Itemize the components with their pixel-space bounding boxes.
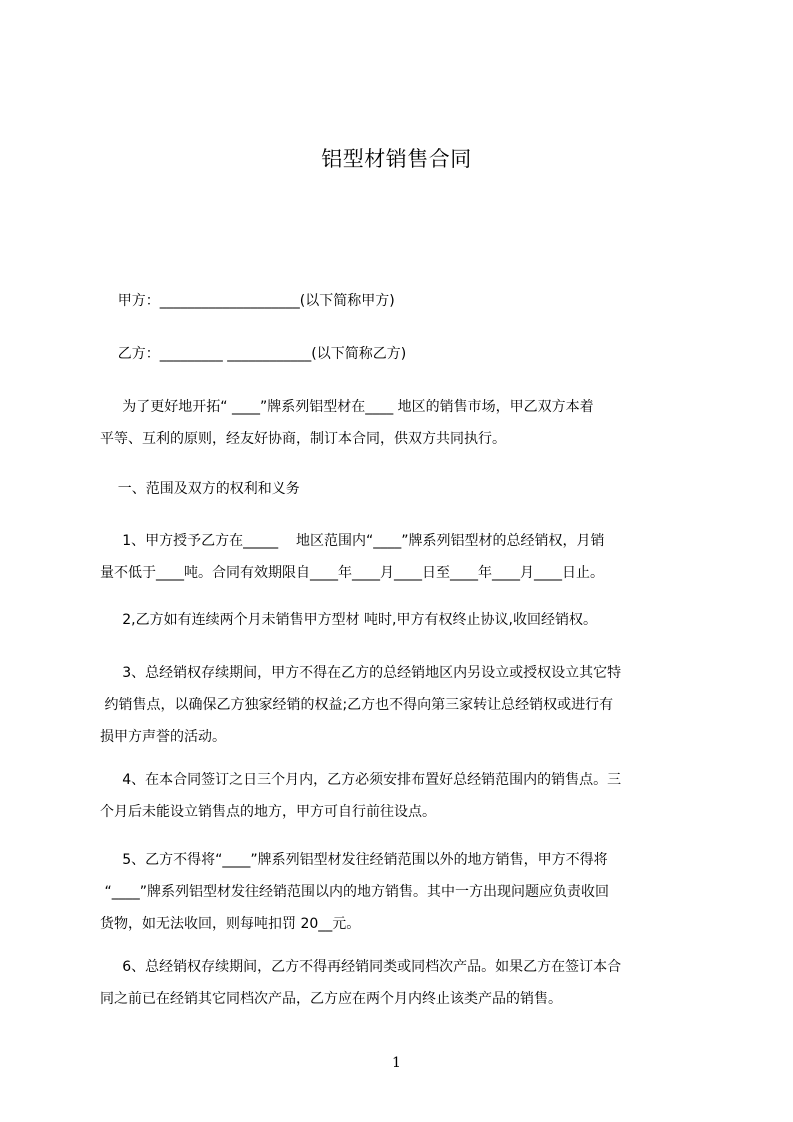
clause-line: “____”牌系列铝型材发往经销范围以内的地方销售。其中一方出现问题应负责收回 [100,884,609,900]
clause-line: 1、甲方授予乙方在_____ 地区范围内“____”牌系列铝型材的总经销权，月销 [100,533,605,549]
clause-line: 6、总经销权存续期间，乙方不得再经销同类或同档次产品。如果乙方在签订本合 [100,959,622,975]
clause-line: 个月后未能设立销售点的地方，甲方可自行前往设点。 [100,804,436,820]
clause-line: 5、乙方不得将“____”牌系列铝型材发往经销范围以外的地方销售，甲方不得将 [100,852,608,868]
clause-3 [100,657,712,753]
clause-line: 4、在本合同签订之日三个月内，乙方必须安排布置好总经销范围内的销售点。三 [100,772,622,788]
clause-line: 同之前已在经销其它同档次产品，乙方应在两个月内终止该类产品的销售。 [100,991,562,1007]
clause-line: 量不低于____吨。合同有效期限自____年____月____日至____年____月____日止。 [100,565,604,581]
clause-4 [100,764,712,828]
clause-line: 3、总经销权存续期间，甲方不得在乙方的总经销地区内另设立或授权设立其它特 [100,665,622,681]
party-a-line: 甲方：____________________(以下简称甲方) [100,293,395,309]
page-number: 1 [392,1055,401,1071]
intro-line: 平等、互利的原则，经友好协商，制订本合同，供双方共同执行。 [100,431,506,447]
clause-line: 约销售点，以确保乙方独家经销的权益;乙方也不得向第三家转让总经销权或进行有 [100,697,614,713]
clause-line: 货物，如无法收回，则每吨扣罚 20__元。 [100,916,361,932]
clause-2 [100,604,712,636]
clause-6 [100,951,712,1015]
clause-line: 损甲方声誉的活动。 [100,729,226,745]
party-b-line: 乙方：_________ ____________(以下简称乙方) [100,346,407,362]
section-heading: 一、范围及双方的权利和义务 [100,481,300,497]
intro-line: 为了更好地开拓“ ____”牌系列铝型材在____ 地区的销售市场，甲乙双方本着 [100,399,594,415]
intro-paragraph [100,391,712,455]
clause-5 [100,844,712,940]
clause-line: 2,乙方如有连续两个月未销售甲方型材 吨时,甲方有权终止协议,收回经销权。 [100,612,597,628]
document-title: 铝型材销售合同 [321,147,472,171]
clause-1 [100,525,712,589]
